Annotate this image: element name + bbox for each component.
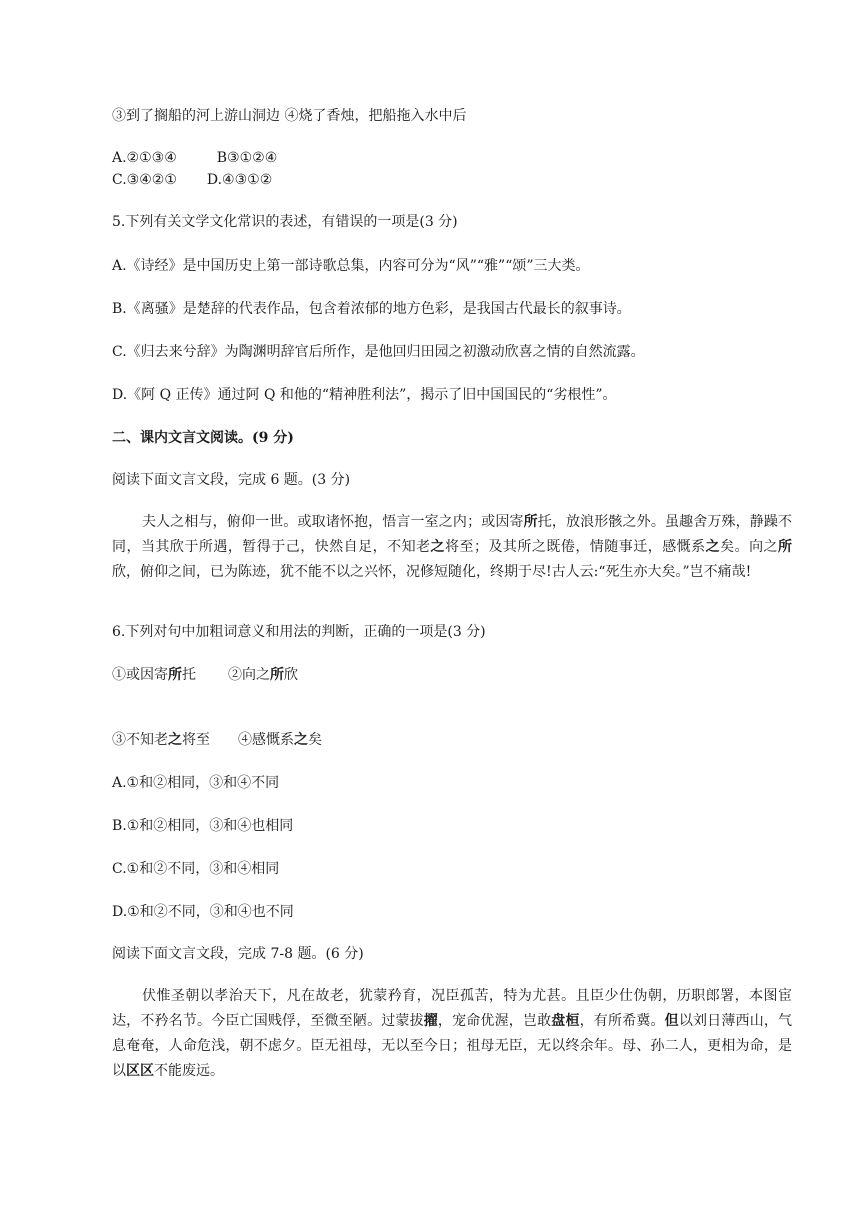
q6-option-c: C.①和②不同，③和④相同 [112, 861, 280, 877]
q6-option-d: D.①和②不同，③和④也不同 [112, 904, 294, 920]
passage2-seg: 伏惟圣朝以孝治天下，凡在故老，犹蒙矜育，况臣孤苦，特为尤甚。且臣少仕伪朝，历职郎署，本图宦达，不矜名节。今臣亡国贱俘，至微至陋。过蒙拔 [112, 988, 792, 1029]
q4-item-line: ③到了搁船的河上游山洞边 ④烧了香烛，把船拖入水中后 [112, 108, 467, 124]
passage2-seg: 以刘日薄西山，气息奄奄，人命危浅，朝不虑夕。臣无祖母，无以至今日；祖母无臣，无以终余年。母、孙二人，更相为命，是以 [112, 1013, 793, 1079]
q6-item-text: ③不知老 [112, 732, 168, 748]
q4-option-c: C.③④②① [112, 172, 177, 188]
passage2-bold-word: 但 [664, 1013, 679, 1029]
q4-options-row-2 [112, 170, 272, 190]
passage2-bold-word: 盘桓 [551, 1013, 580, 1029]
q6-item-bold-word: 之 [294, 732, 308, 748]
q6-item-text: ④感慨系 [238, 732, 294, 748]
passage2-bold-word: 区区 [126, 1063, 154, 1079]
q4-options-row-1 [112, 148, 277, 168]
q6-item-text: ②向之 [228, 667, 270, 683]
passage1-seg: 矣。向之 [720, 539, 779, 555]
q6-item-3 [112, 732, 210, 748]
passage2-bold-word: 擢 [423, 1013, 438, 1029]
q6-item-text: 欣 [284, 667, 298, 683]
passage1-bold-word: 所 [778, 539, 793, 555]
q6-item-bold-word: 所 [168, 667, 182, 683]
passage2-seg: 不能废远。 [154, 1063, 224, 1079]
passage2-seg: ，宠命优渥，岂敢 [437, 1013, 552, 1029]
passage1 [112, 510, 792, 585]
section-heading: 二、课内文言文阅读。(9 分) [112, 430, 294, 446]
passage1-seg: 托，放浪形骸之外。虽趣舍万殊，静躁不同，当其欣于所遇，暂得于己，快然自足，不知老 [112, 514, 793, 555]
passage1-seg: 欣，俯仰之间，已为陈迹，犹不能不以之兴怀，况修短随化，终期于尽!古人云:“死生亦大矣。”岂不痛哉! [112, 564, 752, 580]
passage1-intro: 阅读下面文言文段，完成 6 题。(3 分) [112, 472, 351, 488]
q6-item-2 [228, 667, 298, 683]
q6-items-row-2 [112, 730, 322, 750]
q4-option-b: B③①②④ [216, 150, 278, 166]
q6-item-4 [238, 732, 322, 748]
q6-items-row-1 [112, 665, 298, 685]
passage2 [112, 984, 792, 1084]
passage1-seg: 将至；及其所之既倦，情随事迁，感慨系 [445, 539, 706, 555]
q4-option-a: A.②①③④ [112, 150, 177, 166]
q6-item-bold-word: 所 [270, 667, 284, 683]
q6-item-text: 将至 [182, 732, 210, 748]
q6-item-text: 托 [182, 667, 196, 683]
q6-item-text: 矣 [308, 732, 322, 748]
q6-item-text: ①或因寄 [112, 667, 168, 683]
q5-option-b: B.《离骚》是楚辞的代表作品，包含着浓郁的地方色彩，是我国古代最长的叙事诗。 [112, 301, 631, 317]
q4-option-d: D.④③①② [206, 172, 273, 188]
q6-option-a: A.①和②相同，③和④不同 [112, 775, 280, 791]
passage1-bold-word: 所 [523, 514, 538, 530]
q5-option-d: D.《阿 Q 正传》通过阿 Q 和他的“精神胜利法”，揭示了旧中国国民的“劣根性”。 [112, 387, 617, 403]
q5-stem: 5.下列有关文学文化常识的表述，有错误的一项是(3 分) [112, 214, 458, 230]
q5-option-c: C.《归去来兮辞》为陶渊明辞官后所作，是他回归田园之初激动欣喜之情的自然流露。 [112, 344, 645, 360]
q6-item-1 [112, 667, 196, 683]
passage1-bold-word: 之 [705, 539, 721, 555]
passage2-seg: ，有所希冀。 [579, 1013, 665, 1029]
q6-option-b: B.①和②相同，③和④也相同 [112, 818, 294, 834]
passage1-seg: 夫人之相与，俯仰一世。或取诸怀抱，悟言一室之内；或因寄 [142, 514, 524, 530]
q6-item-bold-word: 之 [168, 732, 182, 748]
passage2-intro: 阅读下面文言文段，完成 7-8 题。(6 分) [112, 946, 364, 962]
q5-option-a: A.《诗经》是中国历史上第一部诗歌总集，内容可分为“风”“雅”“颂”三大类。 [112, 258, 590, 274]
q6-stem: 6.下列对句中加粗词意义和用法的判断，正确的一项是(3 分) [112, 624, 486, 640]
passage1-bold-word: 之 [430, 539, 446, 555]
